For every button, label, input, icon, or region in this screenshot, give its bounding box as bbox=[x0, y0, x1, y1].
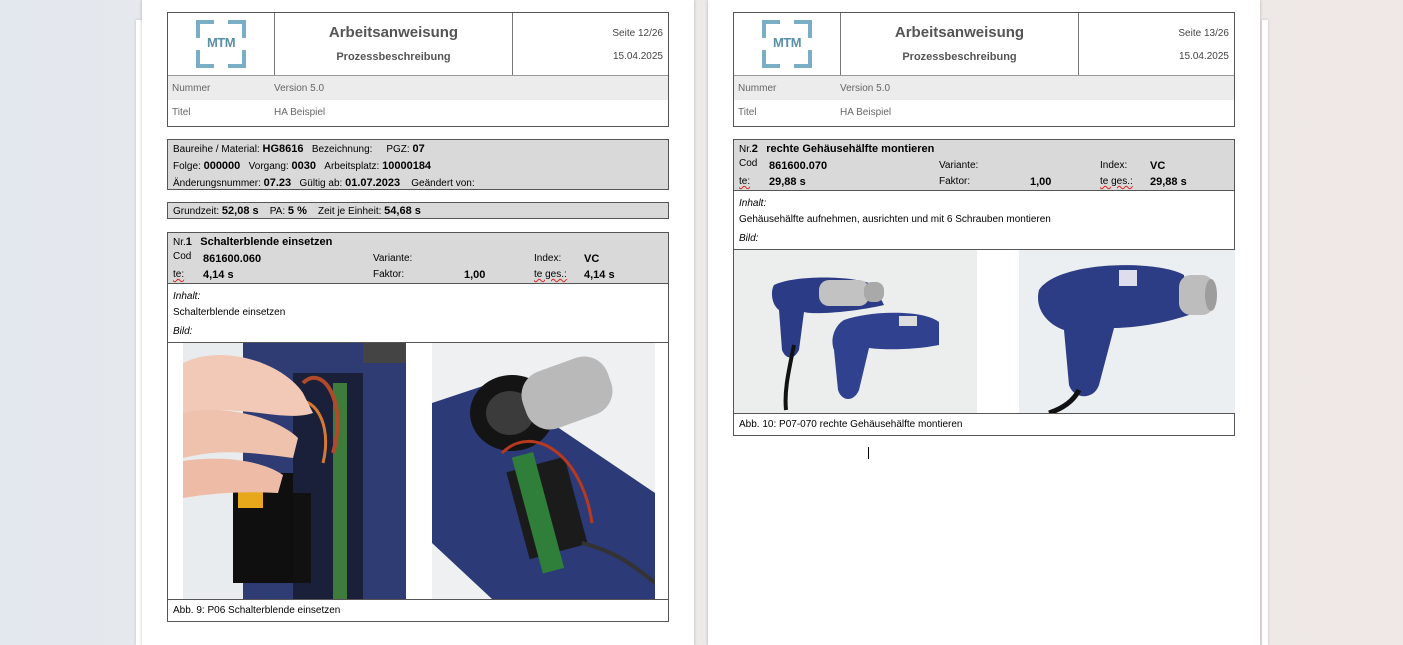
titel-row bbox=[734, 100, 1234, 124]
inhalt-label: Inhalt: bbox=[173, 291, 201, 302]
page-number: Seite 13/26 bbox=[1178, 28, 1229, 39]
arbeitsplatz-label: Arbeitsplatz: bbox=[324, 161, 380, 172]
mtm-logo bbox=[168, 13, 275, 75]
caption-abb-9: Abb. 9: P06 Schalterblende einsetzen bbox=[173, 605, 341, 616]
inhalt-value: Schalterblende einsetzen bbox=[173, 307, 286, 318]
doc-subtitle: Prozessbeschreibung bbox=[336, 51, 451, 63]
nummer-value: Version 5.0 bbox=[274, 82, 325, 94]
step-nr-label: Nr. bbox=[739, 144, 752, 155]
te-value: 29,88 s bbox=[769, 176, 806, 188]
doc-date: 15.04.2025 bbox=[612, 51, 663, 62]
teges-value: 29,88 s bbox=[1150, 176, 1187, 188]
index-label: Index: bbox=[1100, 160, 1128, 171]
aenderung-value: 07.23 bbox=[263, 177, 292, 189]
gueltig-value: 01.07.2023 bbox=[345, 177, 401, 189]
step-nr-value: 1 bbox=[185, 236, 192, 248]
nummer-value: Version 5.0 bbox=[840, 82, 891, 94]
titel-value: HA Beispiel bbox=[274, 106, 326, 118]
titel-label: Titel bbox=[172, 106, 191, 118]
step-nr-label: Nr. bbox=[173, 237, 186, 248]
step-name: rechte Gehäusehälfte montieren bbox=[766, 143, 935, 155]
variante-label: Variante: bbox=[373, 253, 413, 264]
nummer-label: Nummer bbox=[172, 82, 211, 94]
bild-label: Bild: bbox=[739, 233, 759, 244]
cod-label: Cod bbox=[739, 158, 758, 169]
nummer-row bbox=[168, 75, 668, 100]
mtm-logo-text: MTM bbox=[206, 35, 236, 50]
photo-schalterblende-motor bbox=[432, 343, 655, 599]
arbeitsplatz-value: 10000184 bbox=[382, 160, 432, 172]
step-name: Schalterblende einsetzen bbox=[200, 236, 333, 248]
cod-label: Cod bbox=[173, 251, 192, 262]
teges-value: 4,14 s bbox=[584, 269, 615, 281]
header-table bbox=[167, 12, 669, 127]
baureihe-value: HG8616 bbox=[262, 143, 304, 155]
folge-label: Folge: bbox=[173, 161, 201, 172]
photo-schalterblende-hand bbox=[183, 343, 406, 599]
inhalt-value: Gehäusehälfte aufnehmen, ausrichten und mit 6 Schrauben montieren bbox=[739, 214, 1051, 225]
folge-value: 000000 bbox=[203, 160, 241, 172]
document-page-13[interactable] bbox=[708, 0, 1260, 645]
grundzeit-value: 52,08 s bbox=[221, 205, 259, 217]
doc-subtitle: Prozessbeschreibung bbox=[902, 51, 1017, 63]
photo-heissluftgeblaese bbox=[1019, 250, 1235, 413]
bild-label: Bild: bbox=[173, 326, 193, 337]
index-value: VC bbox=[1150, 160, 1166, 172]
zeiten-block bbox=[167, 202, 669, 219]
mtm-logo-text: MTM bbox=[772, 35, 802, 50]
mtm-logo bbox=[734, 13, 841, 75]
doc-date: 15.04.2025 bbox=[1178, 51, 1229, 62]
grundzeit-label: Grundzeit: bbox=[173, 206, 220, 217]
teges-label: te ges.: bbox=[1100, 176, 1133, 187]
zeit-value: 54,68 s bbox=[384, 205, 421, 217]
titel-value: HA Beispiel bbox=[840, 106, 892, 118]
pa-value: 5 % bbox=[287, 205, 307, 217]
doc-title: Arbeitsanweisung bbox=[894, 24, 1025, 41]
page-edge-right bbox=[1262, 20, 1268, 645]
baureihe-label: Baureihe / Material: bbox=[173, 144, 260, 155]
step-block bbox=[733, 139, 1235, 436]
aenderung-label: Änderungsnummer: bbox=[173, 178, 261, 189]
header-table bbox=[733, 12, 1235, 127]
document-page-12[interactable] bbox=[142, 0, 694, 645]
index-label: Index: bbox=[534, 253, 562, 264]
nummer-row bbox=[734, 75, 1234, 100]
pa-label: PA: bbox=[269, 206, 286, 217]
step-nr-value: 2 bbox=[751, 143, 758, 155]
caption-abb-10: Abb. 10: P07-070 rechte Gehäusehälfte montieren bbox=[739, 419, 963, 430]
vorgang-value: 0030 bbox=[291, 160, 316, 172]
te-label: te: bbox=[173, 269, 185, 280]
cod-value: 861600.070 bbox=[769, 160, 828, 172]
faktor-value: 1,00 bbox=[464, 269, 486, 281]
faktor-label: Faktor: bbox=[939, 176, 971, 187]
zeit-label: Zeit je Einheit: bbox=[318, 206, 382, 217]
te-label: te: bbox=[739, 176, 751, 187]
nummer-label: Nummer bbox=[738, 82, 777, 94]
faktor-label: Faktor: bbox=[373, 269, 405, 280]
material-block bbox=[167, 139, 669, 190]
gueltig-label: Gültig ab: bbox=[299, 178, 343, 189]
variante-label: Variante: bbox=[939, 160, 979, 171]
cod-value: 861600.060 bbox=[203, 253, 262, 265]
pgz-value: 07 bbox=[412, 143, 425, 155]
titel-row bbox=[168, 100, 668, 124]
inhalt-label: Inhalt: bbox=[739, 198, 767, 209]
teges-label: te ges.: bbox=[534, 269, 567, 280]
text-cursor bbox=[868, 447, 869, 459]
page-number: Seite 12/26 bbox=[612, 28, 663, 39]
index-value: VC bbox=[584, 253, 600, 265]
pgz-label: PGZ: bbox=[386, 144, 410, 155]
bezeichnung-label: Bezeichnung: bbox=[311, 144, 373, 155]
geaendert-label: Geändert von: bbox=[411, 178, 475, 189]
vorgang-label: Vorgang: bbox=[248, 161, 289, 172]
photo-gehaeusehaelften bbox=[734, 250, 977, 413]
titel-label: Titel bbox=[738, 106, 757, 118]
faktor-value: 1,00 bbox=[1030, 176, 1052, 188]
te-value: 4,14 s bbox=[203, 269, 234, 281]
doc-title: Arbeitsanweisung bbox=[328, 24, 459, 41]
step-block bbox=[167, 232, 669, 622]
